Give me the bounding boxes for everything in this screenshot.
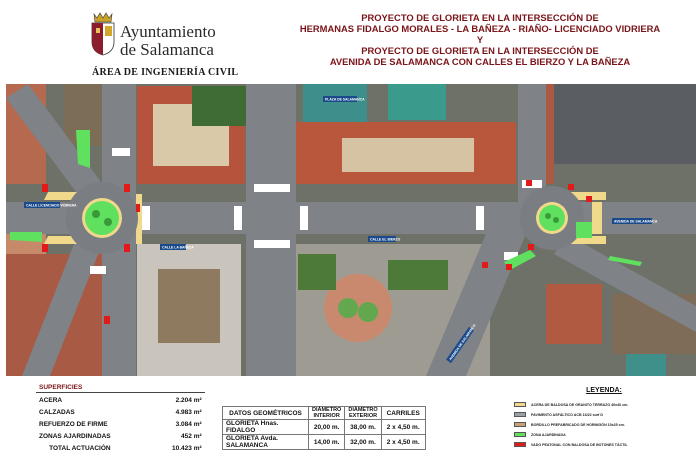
table-row [36, 395, 205, 405]
courtyard [158, 269, 220, 343]
sports-court [388, 84, 446, 120]
inner-diameter: 14,00 m. [309, 435, 345, 450]
legend-item [514, 400, 694, 409]
title-line: AVENIDA DE SALAMANCA CON CALLES EL BIERZO Y LA BAÑEZA [329, 56, 631, 67]
green-median [76, 130, 90, 168]
legend-swatch [514, 412, 526, 417]
parking-area [554, 84, 696, 164]
inner-diameter: 20,00 m. [309, 420, 345, 435]
surface-value: 3.084 m² [175, 420, 202, 428]
title-line: PROYECTO DE GLORIETA EN LA INTERSECCIÓN DE [361, 12, 599, 23]
surface-total-value: 10.423 m² [172, 444, 202, 452]
project-title [270, 12, 690, 67]
column-header: DATOS GEOMÉTRICOS [223, 407, 309, 420]
street-road [246, 84, 296, 376]
lanes: 2 x 4,50 m. [381, 420, 425, 435]
legend-swatch [514, 442, 526, 447]
legend-item [514, 420, 694, 429]
green-area [388, 260, 448, 290]
plaza-garden [338, 298, 358, 318]
table-row [36, 407, 205, 417]
table-row [223, 420, 426, 435]
surfaces-table [34, 381, 207, 455]
street-label-lower: AVENIDA DE SALAMANCA [448, 323, 477, 362]
street-label-bierzo: CALLE EL BIERZO [370, 237, 401, 242]
legend-item [514, 410, 694, 419]
surface-value: 2.204 m² [175, 396, 202, 404]
table-row [36, 419, 205, 429]
title-line: HERMANAS FIDALGO MORALES - LA BAÑEZA - RIAÑO- LICENCIADO VIDRIERA [299, 23, 661, 34]
legend [514, 387, 694, 450]
roundabout-name: GLORIETA Hnas. FIDALGO [223, 420, 309, 435]
table-row [36, 443, 205, 453]
legend-text: VADO PEATONAL CON BALDOSA DE BOTONES TÁCTIL [531, 442, 628, 447]
header [0, 0, 696, 84]
table-row [223, 435, 426, 450]
legend-item [514, 440, 694, 449]
sidewalk [592, 202, 602, 234]
sports-court [303, 84, 367, 122]
plaza-garden [358, 302, 378, 322]
green-median [576, 222, 592, 238]
green-area [192, 86, 246, 126]
green-area [298, 254, 336, 290]
surfaces-header: SUPERFICIES [36, 383, 205, 393]
outer-diameter: 38,00 m. [345, 420, 381, 435]
street-label-vidriera: CALLE LICENCIADO VIDRIERA [26, 203, 77, 208]
surface-value: 4.983 m² [175, 408, 202, 416]
surface-label: ACERA [39, 396, 63, 404]
title-line: PROYECTO DE GLORIETA EN LA INTERSECCIÓN DE [361, 45, 599, 56]
legend-text: ACERA DE BALDOSA DE GRANITO TERRAZO 40x40 cm. [531, 402, 629, 407]
courtyard [342, 138, 474, 172]
legend-swatch [514, 402, 526, 407]
legend-text: BORDILLO PREFABRICADO DE HORMIGÓN 15x25 cm. [531, 422, 625, 427]
legend-swatch [514, 422, 526, 427]
department-name: ÁREA DE INGENIERÍA CIVIL [92, 67, 239, 78]
surface-label: CALZADAS [39, 408, 75, 416]
geometry-table [222, 406, 426, 450]
column-header: DIÁMETRO INTERIOR [309, 407, 345, 420]
roundabout-island [539, 205, 565, 231]
street-label-avenida: AVENIDA DE SALAMANCA [614, 219, 658, 224]
coat-of-arms-icon [88, 12, 118, 56]
building-block [546, 284, 602, 344]
column-header: DIÁMETRO EXTERIOR [345, 407, 381, 420]
sports-court [626, 354, 666, 376]
aerial-plan-map [6, 84, 696, 376]
surface-label: ZONAS AJARDINADAS [39, 432, 111, 440]
legend-item [514, 430, 694, 439]
organization-name-line1: Ayuntamiento [120, 22, 216, 41]
table-header-row [223, 407, 426, 420]
title-line: Y [476, 34, 484, 45]
street-label-la-baneza: CALLE LA BAÑEZA [162, 245, 194, 250]
table-row [36, 431, 205, 441]
roundabout-name: GLORIETA Avda. SALAMANCA [223, 435, 309, 450]
legend-swatch [514, 432, 526, 437]
legend-text: ZONA AJARDINADA [531, 432, 566, 437]
outer-diameter: 32,00 m. [345, 435, 381, 450]
legend-title: LEYENDA: [586, 387, 622, 394]
roundabout-island [85, 201, 119, 235]
organization-name-line2: de Salamanca [120, 40, 214, 59]
lanes: 2 x 4,50 m. [381, 435, 425, 450]
surface-value: 452 m² [181, 432, 202, 440]
column-header: CARRILES [381, 407, 425, 420]
surface-label: REFUERZO DE FIRME [39, 420, 108, 428]
surface-total-label: TOTAL ACTUACIÓN [49, 444, 111, 452]
street-label-plaza: PLAZA DE SALAMANCA [325, 97, 365, 102]
legend-text: PAVIMENTO ASFÁLTICO ACB 16/22 surf D [531, 412, 603, 417]
